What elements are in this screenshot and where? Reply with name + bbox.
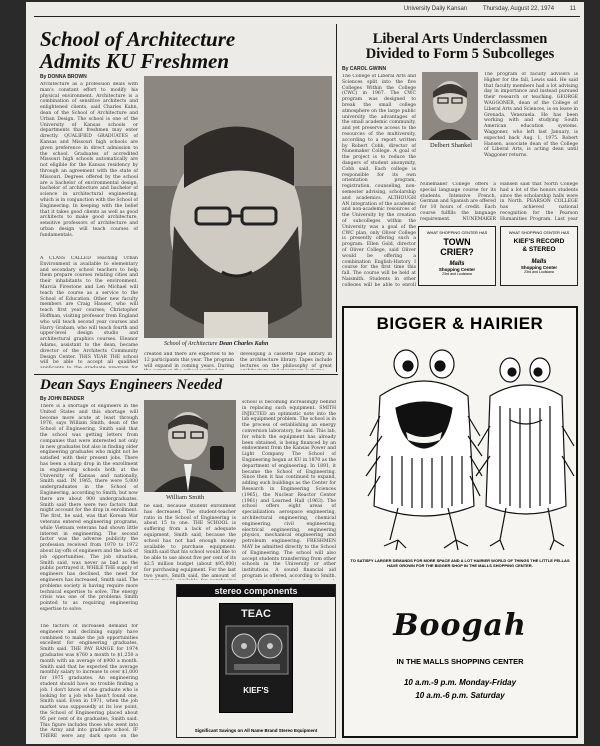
boogah-logo: Boogah <box>393 608 527 643</box>
engineering-headline: Dean Says Engineers Needed <box>40 377 223 393</box>
folio-date: Thursday, August 22, 1974 <box>482 6 555 12</box>
stereo-ad-brand: KIEF'S <box>243 686 269 695</box>
boogah-hours-weekday: 10 a.m.-9 p.m. Monday-Friday <box>403 678 517 687</box>
stereo-components-ad[interactable] <box>176 584 336 738</box>
liberal-arts-col-2: Nunemaker College offers a special language course for its students. Intensive French, German and Spanish are offered for 10 hours of credit. Each course fulfills the language requirement. NUNEMAKER <box>420 182 496 222</box>
architecture-col-2: A CLASS CALLED Teaching Urban Environment is available to elementary and secondary school teachers to help them prepare courses relating cities and their inhabitants to the environment. Marcia Firestone and Len Michael will teach the course as a service to the School of Education. Other new faculty members are Craig Hauser, who will teach first year courses; Christopher Hoffman, visiting professor from England who will teach second year courses and Harry Graham, who will teach fourth and upper-level design studio and architectural graphics courses. Eleanor Adams, assistant to the dean, became director of the Architects Community Design Center. THIS YEAR THE school will be able to accept all qualified <box>40 256 138 366</box>
page-folio <box>390 6 576 12</box>
smith-caption: William Smith <box>166 494 205 501</box>
top-rule <box>34 16 580 17</box>
dean-kahn-portrait <box>144 76 332 338</box>
middle-rule <box>34 374 338 375</box>
stereo-ad-footer: Significant Savings on All Name Brand Stereo Equipment <box>194 728 318 733</box>
boogah-hours-saturday: 10 a.m.-6 p.m. Saturday <box>415 691 505 700</box>
tape-deck-icon <box>220 622 294 682</box>
bigger-hairier-tagline: TO SATISFY LARGER DEMANDS FOR MORE SPACE AND A LOT HAIRIER WORLD OF THINGS THE LITTLE FELLAS HAVE GROWN FOR THE BIGGER SHOP IN THE MALLS SHOPPING CENTER. <box>350 558 570 568</box>
architecture-headline: School of Architecture Admits KU Freshmen <box>40 27 236 74</box>
liberal-arts-col-3: Hansen said that North College had a lot of the honors students since the scholarship halls were in North. PEARSON COLLEGE has achieved national recognition for the Pearson Humanities Program. Last year <box>500 182 578 222</box>
architecture-col-4: developing a cassette tape library in the architecture library. Tapes include lectures on the philosophy of great <box>240 352 332 369</box>
engineering-byline: By JOHN BENDER <box>40 396 85 402</box>
shankel-caption: Delbert Shankel <box>430 142 473 149</box>
liberal-arts-col-4: The program of faculty advisers is Higher for the fall, Lewis said. He said that faculty members had a lot advising day in importance and instead pursued their research or teaching. GEORGE WAGGONER, dean of the College of Liberal Arts and Sciences, is on leave in Grenada, Venezuela. He has been working with and studying South American education systems. Waggoner, who left last January, is expected back Aug. 1, 1975. Robert Hansen, associate dean of the College of Liberal Arts, is acting dean until Waggoner returns. <box>484 72 578 159</box>
shankel-photo <box>422 72 478 140</box>
folio-paper: University Daily Kansan <box>403 6 468 12</box>
dean-kahn-caption: School of Architecture Dean Charles Kahn <box>164 341 269 347</box>
shankel-portrait <box>422 72 478 140</box>
architecture-col-1: Architecture as a profession deals with man's constant effort to modify his physical environment. Architecture is a combination of sensitive architects and enlightened clients, said Charles Kahn, dean of the School of Architecture and Urban Design. The school is one of the University of Kansas schools or departments that freshmen may enter directly. QUALIFIED GRADUATES of Kansas and Missouri high schools are given preference in direct admission to the school. Graduates of accredited Missouri high schools automatically are not eligible for the Kansas residency by through an agreement with the state of Missouri. Degrees offered by the school are a bachelor of environmental design, bachelor of architecture and bachelor of science in architectural engineering, which is in conjunction with the School of Engineering. In keeping with the belief that it takes good clients as well as good architects to make good architecture, sensitive professors of architecture and urban design will teach courses of fundamentals. <box>40 82 138 238</box>
liberal-arts-byline: By CAROL GWINN <box>342 66 387 72</box>
engineering-col-1: There is a shortage of engineers in the United States and this shortage will become more acute at least through 1976, says William Smith, dean of the School of Engineering. Smith said that the school was getting letters from companies that were interested not only in new graduates but also in finding older engineering graduates who might not be satisfied with their present jobs. There has been a sharp drop in the enrollment in engineering schools both at the University of Kansas and nationally, Smith said. IN 1965, there were 5,000 undergraduates in the School of Engineering, according to Smith, but now there are about 900 undergraduates. Smith said there were two factors that might account for the drop in enrollment. The first, he said, was that Korean War veterans entered engineering programs, while Vietnam veterans had shown little interest in engineering. The second factor was the adverse publicity the profession received from 1970 to 1972 about lay-offs of engineers and the lack of job opportunities. The job situation, Smith said, was never as bad as the public portrayed it. WHILE THE supply of engineers has declined, the need for engineers has increased, Smith said. The problems society is having require more technical expertise to solve. The energy crisis was one of the problems Smith pointed to as requiring engineering expertise to solve. <box>40 404 138 612</box>
bigger-hairier-title: BIGGER & HAIRIER <box>376 314 544 333</box>
town-crier-ad-title: TOWN CRIER? <box>440 237 474 257</box>
smith-photo <box>144 400 236 492</box>
smith-portrait <box>144 400 236 492</box>
boogah-location: IN THE MALLS SHOPPING CENTER <box>396 657 524 666</box>
hairy-creatures-icon <box>344 336 576 556</box>
folio-page: 11 <box>569 6 576 12</box>
liberal-arts-headline: Liberal Arts Underclassmen Divided to Form 5 Subcolleges <box>365 31 555 63</box>
stereo-ad-title: stereo components <box>177 585 335 597</box>
newspaper-page <box>26 2 584 744</box>
stereo-ad-panel <box>219 603 293 713</box>
architecture-col-3: created and there are expected to be 12 participants this year. The program will expand in coming years. During <box>144 352 234 369</box>
engineering-col-4: school is becoming increasingly behind in replacing such equipment. SMITH INJECTED an optimistic note into the lab equipment problem. The school is in the process of establishing an energy conversion laboratory, he said. This lab, for which the equipment has already been obtained, is being financed by an endowment from the Kansas Power and Light Company. The School of Engineering began at KU in 1870 as the department of engineering. In 1891, it became the School of Engineering. Since then it has continued to expand, adding such buildings as the Center for Research in Engineering Sciences (1965), the Nuclear Reactor Center (1961) and Learned Hall (1963). The school offers eight areas of specialization: aerospace engineering, architectural engineering, chemical engineering, civil engineering, electrical engineering, engineering physics, mechanical engineering and petroleum engineering. FRESHMEN MAY be admitted directly to the School of Engineering. The school will also accept students transferring from other schools in the University or other institutions. A sound financial aid program is offered, according to Smith. <box>242 400 336 579</box>
stereo-ad-subtitle: TEAC <box>241 608 271 620</box>
bigger-hairier-ad[interactable] <box>342 306 578 738</box>
kiefs-record-ad-title: KIEF'S RECORD & STEREO <box>513 238 565 253</box>
engineering-col-3: he said, because student enrollment has decreased. The student-teacher ratio in the School of Engineering is about 15 to one. THE SCHOOL is suffering from a lack of adequate equipment, Smith said, because the school has not had enough money available to purchase equipment. Smith said that his school would like to be able to use about five per cent of its $2.5 million budget (about $95,000) for purchasing equipment. For the last two years, Smith said, the amount of <box>144 504 236 579</box>
engineering-col-2: The factors of increased demand for engineers and declining supply have combined to make the job opportunities excellent for engineering graduates, Smith said. THE PAY RANGE for 1974 graduates was $760 a month to $1,250 a month with an average of $900 a month. Smith said that he expected the average monthly salary to increase to over $1,000 for 1975 graduates. An engineering student should have no trouble finding a job. I don't know of one graduate who is looking for a job who hasn't found one, Smith said. Even in 1971, when the job market was supposedly at its low point, the School of Engineering placed about 95 per cent of its graduates, Smith said. This figure includes those who went into the Army and into graduate school. IF THERE were any dark spots on the <box>40 624 138 738</box>
column-divider <box>336 24 337 372</box>
architecture-byline: By DONNA BROWN <box>40 74 87 80</box>
town-crier-ad[interactable]: WHAT SHOPPING CENTER HAS TOWN CRIER? Malls Shopping Center 23rd and Louisiana <box>418 226 496 286</box>
liberal-arts-col-1: The College of Liberal Arts and Sciences split into the five Colleges Within the College (CWC) in 1967. The CWC program was designed to break the small college atmosphere on the large public university the advantages of the small academic community, and yet preserve access to the resources of the multiversity, according to a report written by Robert Cobb, director of Nunemaker College. A goal of the project is to reduce the dangers of student anonymity, Cobb said. Each college is responsible for its own orientation program, registration, counseling, non-semester advising, scholarship and academics. ALTHOUGH AN integration of the academic and non-academic resources of the University by the creation of subcolleges within the University was a goal of the CWC plan, only Oliver College is presently offering such a program. Ellen Gold, director of Oliver College, said Oliver would be offering a combination English-History I course for the first time this fall. The course will be held at Naismith. Students in other colleges will be able to enroll <box>342 74 416 286</box>
kiefs-record-ad[interactable]: WHAT SHOPPING CENTER HAS KIEF'S RECORD & STEREO Malls Shopping Center 23rd and Louisiana <box>500 226 578 286</box>
dean-kahn-photo <box>144 76 332 338</box>
